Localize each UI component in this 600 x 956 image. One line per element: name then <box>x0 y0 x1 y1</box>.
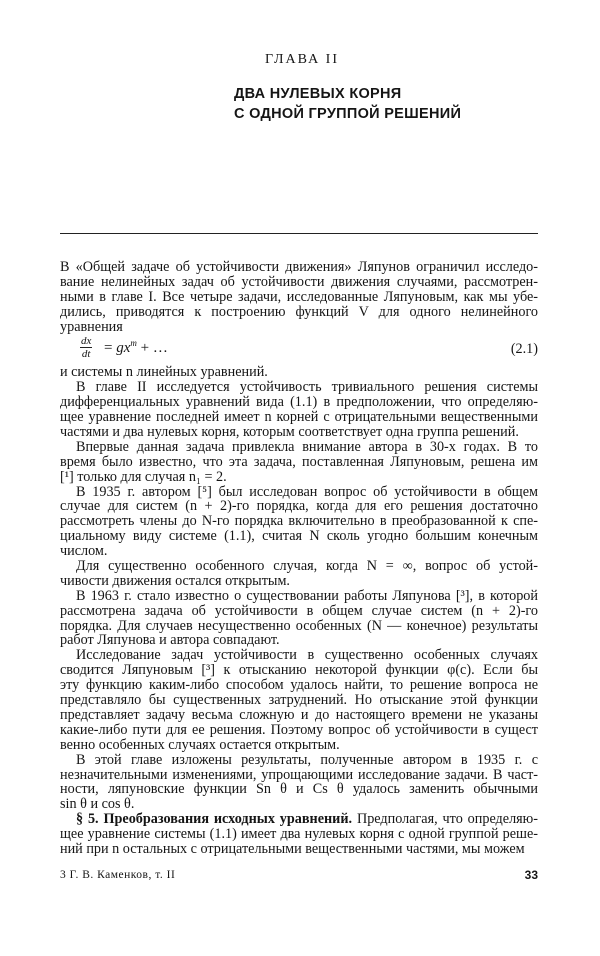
footer-signature: 3 Г. В. Каменков, т. II <box>60 869 176 881</box>
text-line: Впервые данная задача привлекла внимание автора в 30-х годах. В то <box>76 439 538 455</box>
text-line: ности, ляпуновские функции Sn θ и Cs θ удалось заменить обычными <box>60 782 538 798</box>
equation-rhs: = $gx^m$ + … <box>104 338 168 357</box>
text-line: ний при n остальных с отрицательными вещественными частями, мы можем <box>60 841 525 857</box>
rhs-tail: + … <box>136 340 168 357</box>
text-line: В 1963 г. стало известно о существовании работы Ляпунова [³], в которой <box>76 588 538 604</box>
rhs-term: gx <box>116 340 131 357</box>
chapter-title-line: ДВА НУЛЕВЫХ КОРНЯ <box>234 86 402 102</box>
text-line: время было известно, что эта задача, поставленная Ляпуновым, решена им <box>60 454 538 470</box>
paragraph <box>60 440 538 485</box>
text-line: рассмотреть члены до N-го порядка включительно в преобразованной к спе- <box>60 514 538 530</box>
section-text: Предполагая, что определяю- <box>352 812 538 828</box>
text-line: В «Общей задаче об устойчивости движения» Ляпунов ограничил исследо- <box>60 260 538 275</box>
text-line: дифференциальных уравнений вида (1.1) в предположении, что определяю- <box>60 395 538 411</box>
paragraph <box>60 648 538 752</box>
section-heading: § 5. Преобразования исходных уравнений. <box>76 812 353 828</box>
rhs-exponent: m <box>130 338 137 349</box>
text-line: Для существенно особенного случая, когда N = ∞, вопрос об устой- <box>76 559 538 574</box>
text-line: случае для систем (n + 2)-го порядка, когда для его решения достаточно <box>60 499 538 515</box>
paragraph <box>60 380 538 440</box>
text-line: щее уравнение системы (1.1) имеет два нулевых корня с одной группой реше- <box>60 827 538 842</box>
text-line: представляло бы существенных затруднений. Но отыскание этой функции <box>60 693 538 708</box>
text-line: вание нелинейных задач об устойчивости движения случаями, рассмотрен- <box>60 274 538 290</box>
text-line: ными в главе I. Все четыре задачи, исследованные Ляпуновым, как мы убе- <box>60 289 538 305</box>
fraction <box>80 335 92 360</box>
text-line: порядка. Для случаев несущественно особенных (N — конечное) результаты <box>60 618 538 634</box>
text-line: [¹] только для случая n₁ = 2. <box>60 469 227 485</box>
text-line: венно особенных случаях остается открытым. <box>60 737 340 753</box>
text-line: чивости движения остался открытым. <box>60 573 290 589</box>
text-line: В этой главе изложены результаты, полученные автором в 1935 г. с <box>76 752 538 768</box>
text-line: работ Ляпунова и автора совпадают. <box>60 633 280 649</box>
text-line: В 1935 г. автором [⁵] был исследован вопрос об устойчивости в общем <box>76 484 538 500</box>
chapter-title <box>234 84 461 124</box>
paragraph <box>60 485 538 559</box>
text-line: незначительными изменениями, упрощающими исследование задачи. В част- <box>60 767 538 783</box>
fraction-denominator: dt <box>81 348 91 361</box>
text-line: рассмотрена задача об устойчивости в общем случае систем (n + 2)-го <box>60 603 538 619</box>
text-line: циальному виду системе (1.1), считая N сколь угодно большим конечным <box>60 529 538 545</box>
section-first-line <box>60 812 538 827</box>
text-line: уравнения <box>60 319 123 335</box>
text-line: числом. <box>60 544 108 560</box>
paragraphs <box>60 365 538 812</box>
text-line: представляет задачу весьма сложную и до настоящего времени не указаны <box>60 707 538 723</box>
fraction-numerator: dx <box>81 335 92 348</box>
equation-2-1 <box>60 335 538 363</box>
paragraph <box>60 365 538 380</box>
text-line: щее уравнение последней имеет n корней с отрицательными вещественными <box>60 410 538 426</box>
text-line: дились, приводятся к построению функций V для одного нелинейного <box>60 304 538 320</box>
text-line: Исследование задач устойчивости в существенно особенных случаях <box>76 648 538 664</box>
page-number: 33 <box>524 868 538 882</box>
horizontal-rule <box>60 233 538 234</box>
text-line: sin θ и cos θ. <box>60 797 135 813</box>
text-line: сводится Ляпуновым [³] к отысканию некоторой функции φ(c). Если бы <box>60 663 538 679</box>
paragraph <box>60 559 538 589</box>
chapter-label: ГЛАВА II <box>264 52 340 67</box>
text-line: какие-либо пути для ее решения. Поэтому вопрос об устойчивости в сущест <box>60 722 538 738</box>
equation-number: (2.1) <box>510 341 538 358</box>
paragraph-intro <box>60 260 538 334</box>
text-line: частями и два нулевых корня, которым соответствует одна группа решений. <box>60 425 519 440</box>
paragraph <box>60 753 538 813</box>
paragraph <box>60 589 538 649</box>
section-5 <box>60 812 538 857</box>
chapter-title-line: С ОДНОЙ ГРУППОЙ РЕШЕНИЙ <box>234 106 462 122</box>
text-line: эту функцию каким-либо способом удалось найти, то решение вопроса не <box>60 678 538 694</box>
text-line: и системы n линейных уравнений. <box>60 365 268 381</box>
body-text <box>60 260 538 857</box>
text-line: В главе II исследуется устойчивость тривиального решения системы <box>76 380 538 396</box>
